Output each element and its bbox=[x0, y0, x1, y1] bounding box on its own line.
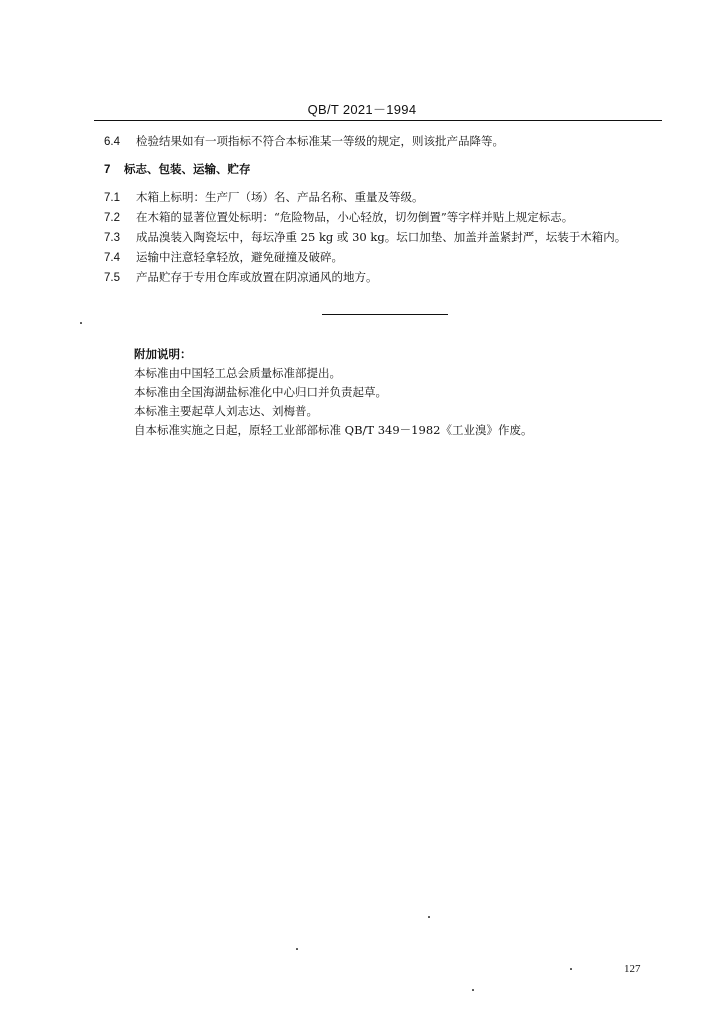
clause-7-5 bbox=[104, 269, 378, 286]
clause-7-2 bbox=[104, 209, 573, 226]
note-line: 本标准由中国轻工总会质量标准部提出。 bbox=[134, 366, 341, 380]
clause-number: 7.5 bbox=[104, 272, 120, 284]
scan-speck bbox=[428, 916, 430, 918]
clause-text: 在木箱的显著位置处标明：“危险物品，小心轻放，切勿倒置”等字样并贴上规定标志。 bbox=[136, 210, 574, 224]
header-divider bbox=[94, 120, 662, 121]
end-of-standard-rule bbox=[322, 314, 448, 315]
clause-text: 木箱上标明：生产厂（场）名、产品名称、重量及等级。 bbox=[136, 190, 424, 204]
clause-text: 成品溴装入陶瓷坛中，每坛净重 25 kg 或 30 kg。坛口加垫、加盖并盖紧封严，坛装于木箱内。 bbox=[136, 230, 627, 244]
section-7-heading bbox=[104, 161, 251, 178]
clause-number: 7.3 bbox=[104, 232, 120, 244]
scan-speck bbox=[296, 948, 298, 950]
clause-text: 运输中注意轻拿轻放，避免碰撞及破碎。 bbox=[136, 250, 343, 264]
scan-speck bbox=[570, 968, 572, 970]
clause-number: 6.4 bbox=[104, 136, 120, 148]
clause-6-4 bbox=[104, 133, 504, 150]
additional-notes-title: 附加说明： bbox=[134, 347, 192, 361]
page-number: 127 bbox=[624, 963, 641, 975]
section-title: 标志、包装、运输、贮存 bbox=[124, 162, 251, 176]
clause-text: 检验结果如有一项指标不符合本标准某一等级的规定，则该批产品降等。 bbox=[136, 134, 504, 148]
clause-7-3 bbox=[104, 229, 626, 246]
clause-number: 7.4 bbox=[104, 252, 120, 264]
scan-speck bbox=[472, 989, 474, 991]
clause-7-4 bbox=[104, 249, 343, 266]
note-line: 本标准主要起草人刘志达、刘梅普。 bbox=[134, 404, 318, 418]
clause-7-1 bbox=[104, 189, 424, 206]
note-line: 本标准由全国海湖盐标准化中心归口并负责起草。 bbox=[134, 385, 387, 399]
note-line: 自本标准实施之日起，原轻工业部部标准 QB/T 349－1982《工业溴》作废。 bbox=[134, 423, 533, 437]
scan-speck bbox=[80, 322, 82, 324]
clause-number: 7.2 bbox=[104, 212, 120, 224]
section-number: 7 bbox=[104, 164, 111, 176]
clause-number: 7.1 bbox=[104, 192, 120, 204]
clause-text: 产品贮存于专用仓库或放置在阴凉通风的地方。 bbox=[136, 270, 378, 284]
standard-code-header: QB/T 2021－1994 bbox=[307, 102, 417, 117]
